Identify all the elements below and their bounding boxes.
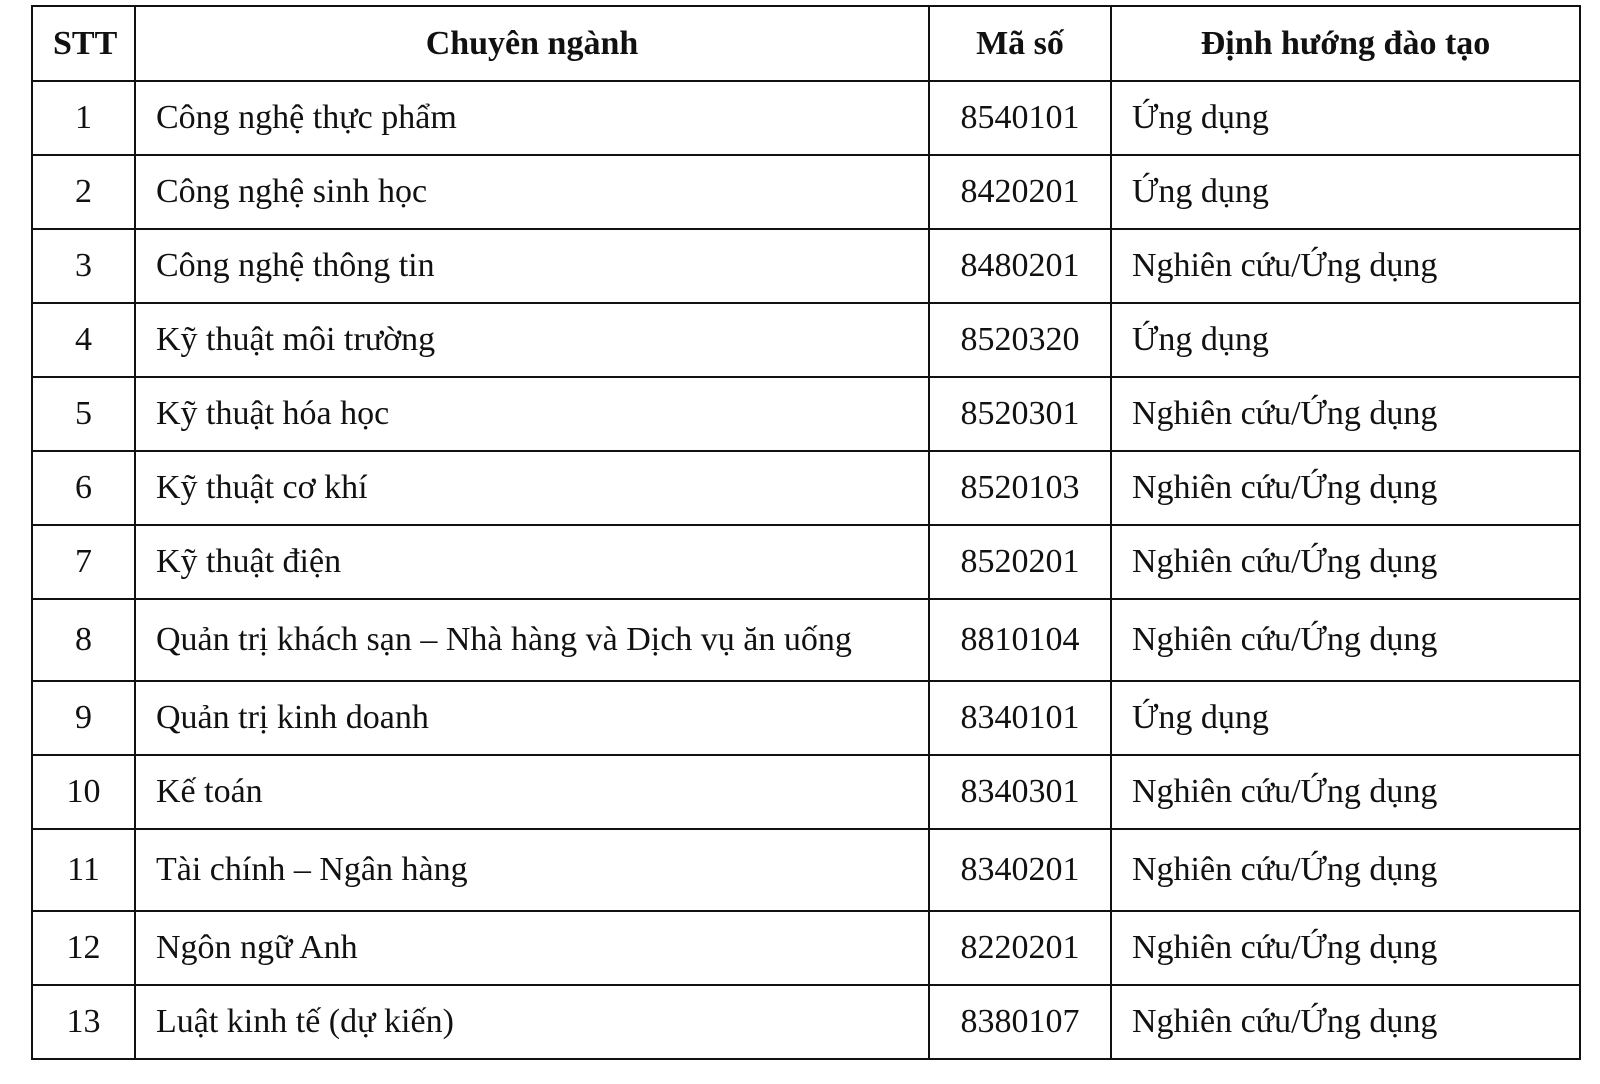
row-orientation: Ứng dụng xyxy=(1111,303,1580,377)
row-stt: 1 xyxy=(32,81,135,155)
row-code: 8480201 xyxy=(929,229,1111,303)
row-name: Kế toán xyxy=(135,755,929,829)
header-orientation: Định hướng đào tạo xyxy=(1111,6,1580,81)
header-code: Mã số xyxy=(929,6,1111,81)
row-name: Quản trị khách sạn – Nhà hàng và Dịch vụ ăn uống xyxy=(135,599,929,681)
table-row xyxy=(32,155,1580,229)
table-header xyxy=(32,6,1580,81)
table-row xyxy=(32,911,1580,985)
table-row xyxy=(32,599,1580,681)
row-name: Kỹ thuật điện xyxy=(135,525,929,599)
table-row xyxy=(32,303,1580,377)
row-code: 8540101 xyxy=(929,81,1111,155)
row-name: Công nghệ thực phẩm xyxy=(135,81,929,155)
row-code: 8220201 xyxy=(929,911,1111,985)
row-code: 8520320 xyxy=(929,303,1111,377)
row-stt: 11 xyxy=(32,829,135,911)
row-name: Công nghệ thông tin xyxy=(135,229,929,303)
row-name: Kỹ thuật cơ khí xyxy=(135,451,929,525)
row-orientation: Ứng dụng xyxy=(1111,155,1580,229)
table-row xyxy=(32,525,1580,599)
table-row xyxy=(32,681,1580,755)
row-stt: 6 xyxy=(32,451,135,525)
table-row xyxy=(32,451,1580,525)
row-code: 8380107 xyxy=(929,985,1111,1059)
row-orientation: Nghiên cứu/Ứng dụng xyxy=(1111,377,1580,451)
row-orientation: Nghiên cứu/Ứng dụng xyxy=(1111,451,1580,525)
row-name: Kỹ thuật hóa học xyxy=(135,377,929,451)
row-stt: 12 xyxy=(32,911,135,985)
row-orientation: Ứng dụng xyxy=(1111,681,1580,755)
row-stt: 3 xyxy=(32,229,135,303)
header-name: Chuyên ngành xyxy=(135,6,929,81)
row-name: Công nghệ sinh học xyxy=(135,155,929,229)
row-stt: 10 xyxy=(32,755,135,829)
row-stt: 5 xyxy=(32,377,135,451)
row-code: 8810104 xyxy=(929,599,1111,681)
row-name: Kỹ thuật môi trường xyxy=(135,303,929,377)
row-name: Luật kinh tế (dự kiến) xyxy=(135,985,929,1059)
row-orientation: Nghiên cứu/Ứng dụng xyxy=(1111,985,1580,1059)
row-stt: 2 xyxy=(32,155,135,229)
header-stt: STT xyxy=(32,6,135,81)
table-row xyxy=(32,829,1580,911)
table-row xyxy=(32,229,1580,303)
row-code: 8340101 xyxy=(929,681,1111,755)
row-code: 8420201 xyxy=(929,155,1111,229)
row-code: 8520103 xyxy=(929,451,1111,525)
row-stt: 8 xyxy=(32,599,135,681)
row-code: 8520301 xyxy=(929,377,1111,451)
row-stt: 9 xyxy=(32,681,135,755)
row-orientation: Nghiên cứu/Ứng dụng xyxy=(1111,599,1580,681)
row-code: 8520201 xyxy=(929,525,1111,599)
row-name: Tài chính – Ngân hàng xyxy=(135,829,929,911)
row-stt: 7 xyxy=(32,525,135,599)
row-orientation: Nghiên cứu/Ứng dụng xyxy=(1111,829,1580,911)
row-code: 8340301 xyxy=(929,755,1111,829)
table-body xyxy=(32,81,1580,1059)
row-stt: 4 xyxy=(32,303,135,377)
row-name: Quản trị kinh doanh xyxy=(135,681,929,755)
table-row xyxy=(32,81,1580,155)
program-table xyxy=(31,5,1581,1060)
header-row xyxy=(32,6,1580,81)
row-orientation: Nghiên cứu/Ứng dụng xyxy=(1111,525,1580,599)
row-code: 8340201 xyxy=(929,829,1111,911)
row-orientation: Nghiên cứu/Ứng dụng xyxy=(1111,911,1580,985)
table-row xyxy=(32,377,1580,451)
row-orientation: Nghiên cứu/Ứng dụng xyxy=(1111,755,1580,829)
table-row xyxy=(32,985,1580,1059)
row-orientation: Ứng dụng xyxy=(1111,81,1580,155)
row-name: Ngôn ngữ Anh xyxy=(135,911,929,985)
table-row xyxy=(32,755,1580,829)
row-stt: 13 xyxy=(32,985,135,1059)
row-orientation: Nghiên cứu/Ứng dụng xyxy=(1111,229,1580,303)
